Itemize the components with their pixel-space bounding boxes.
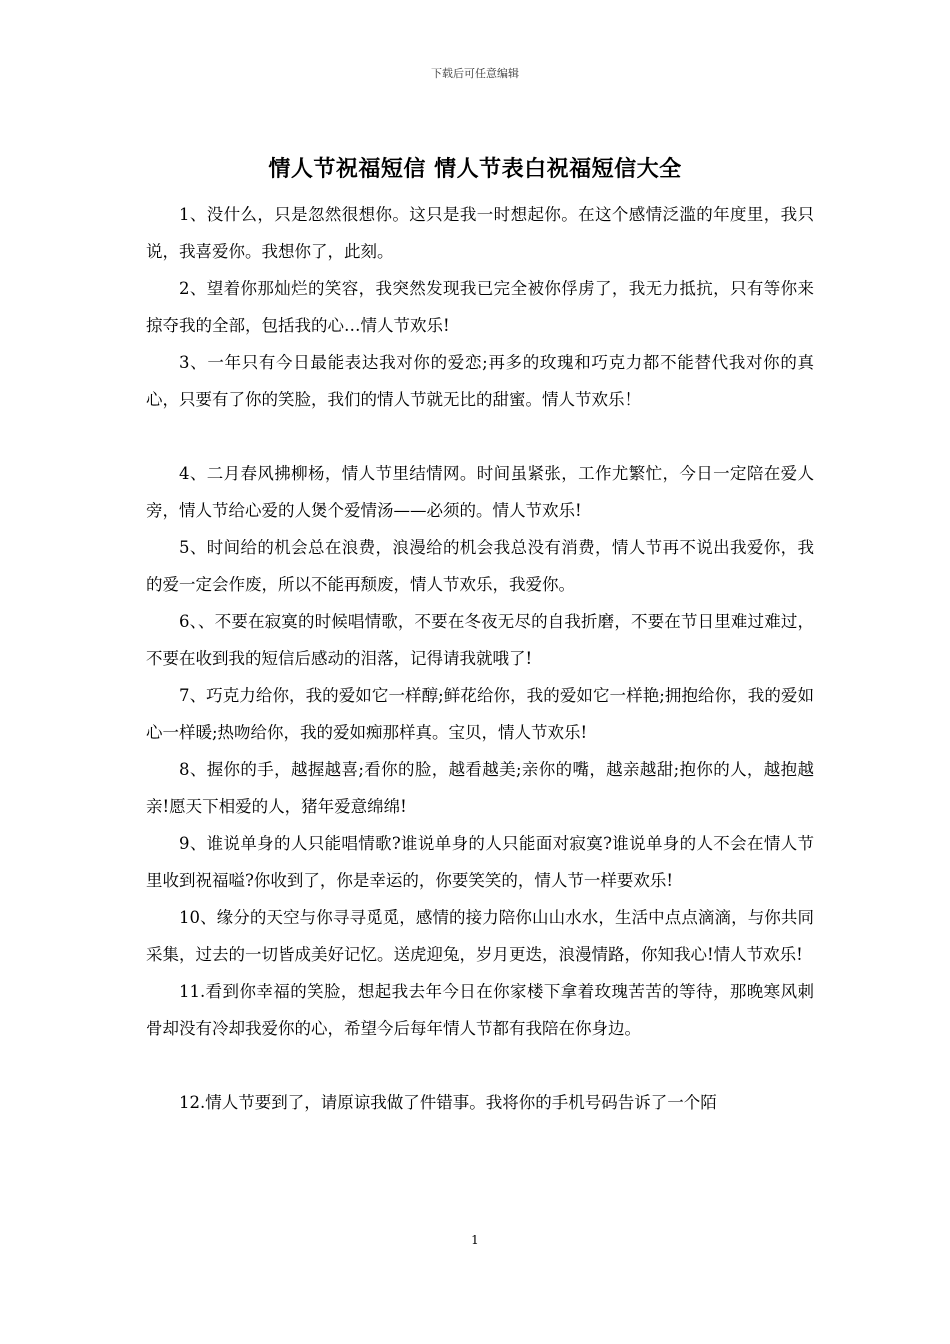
paragraph-10: 10、缘分的天空与你寻寻觅觅，感情的接力陪你山山水水，生活中点点滴滴，与你共同采集，过去的一切皆成美好记忆。送虎迎兔，岁月更迭，浪漫情路，你知我心!情人节欢乐! <box>146 908 814 964</box>
paragraph-11: 11.看到你幸福的笑脸，想起我去年今日在你家楼下拿着玫瑰苦苦的等待，那晚寒风刺骨却没有冷却我爱你的心，希望今后每年情人节都有我陪在你身边。 <box>146 982 814 1038</box>
paragraph-2: 2、望着你那灿烂的笑容，我突然发现我已完全被你俘虏了，我无力抵抗，只有等你来掠夺我的全部，包括我的心…情人节欢乐! <box>146 279 814 335</box>
paragraph-7: 7、巧克力给你，我的爱如它一样醇;鲜花给你，我的爱如它一样艳;拥抱给你，我的爱如心一样暖;热吻给你，我的爱如痴那样真。宝贝，情人节欢乐! <box>146 686 814 742</box>
paragraph-1: 1、没什么，只是忽然很想你。这只是我一时想起你。在这个感情泛滥的年度里，我只说，我喜爱你。我想你了，此刻。 <box>146 205 814 261</box>
paragraph-4: 4、二月春风拂柳杨，情人节里结情网。时间虽紧张，工作尤繁忙，今日一定陪在爱人旁，情人节给心爱的人煲个爱情汤——必须的。情人节欢乐! <box>146 464 814 520</box>
paragraph-12: 12.情人节要到了，请原谅我做了件错事。我将你的手机号码告诉了一个陌 <box>179 1093 717 1112</box>
document-body <box>146 196 814 1121</box>
paragraph-8: 8、握你的手，越握越喜;看你的脸，越看越美;亲你的嘴，越亲越甜;抱你的人，越抱越亲!愿天下相爱的人，猪年爱意绵绵! <box>146 760 814 816</box>
paragraph-9: 9、谁说单身的人只能唱情歌?谁说单身的人只能面对寂寞?谁说单身的人不会在情人节里收到祝福嗌?你收到了，你是幸运的，你要笑笑的，情人节一样要欢乐! <box>146 834 814 890</box>
paragraph-5: 5、时间给的机会总在浪费，浪漫给的机会我总没有消费，情人节再不说出我爱你，我的爱一定会作废，所以不能再颓废，情人节欢乐，我爱你。 <box>146 538 814 594</box>
header-note: 下载后可任意编辑 <box>431 67 519 80</box>
blank-line <box>146 1047 814 1084</box>
paragraph-6: 6、、不要在寂寞的时候唱情歌，不要在冬夜无尽的自我折磨，不要在节日里难过难过，不要在收到我的短信后感动的泪落，记得请我就哦了! <box>146 612 814 668</box>
paragraph-3: 3、一年只有今日最能表达我对你的爱恋;再多的玫瑰和巧克力都不能替代我对你的真心，只要有了你的笑脸，我们的情人节就无比的甜蜜。情人节欢乐！ <box>146 353 814 409</box>
document-title: 情人节祝福短信 情人节表白祝福短信大全 <box>268 156 682 182</box>
blank-line <box>146 418 814 455</box>
page-number: 1 <box>471 1233 479 1247</box>
